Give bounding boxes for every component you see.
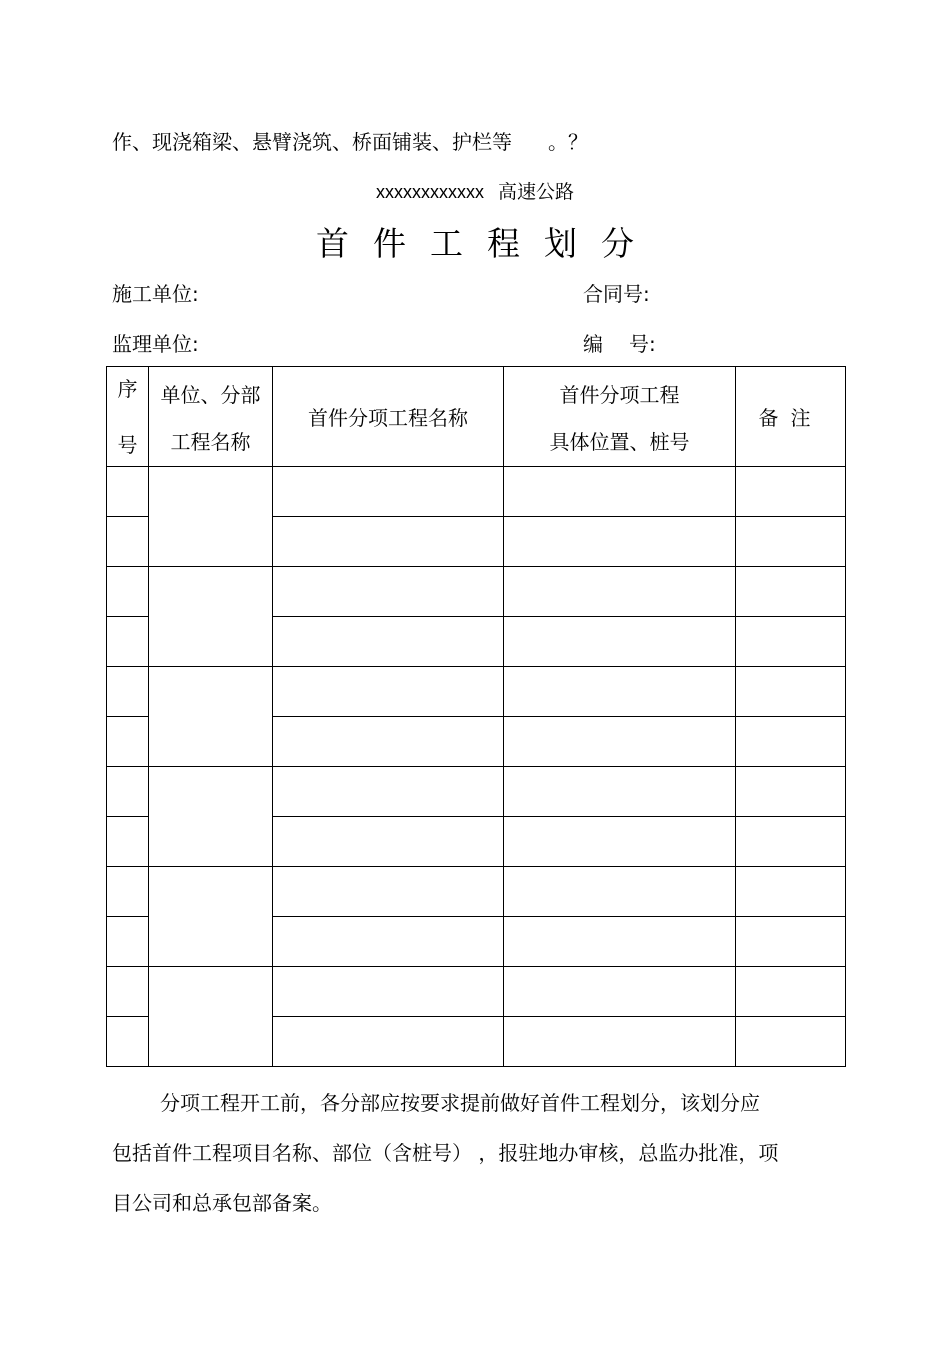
cell-location (504, 1017, 736, 1067)
cell-remark (736, 567, 846, 617)
cell-location (504, 767, 736, 817)
table-header-row (107, 367, 846, 467)
header-seq-line2: 号 (117, 432, 138, 457)
table-row (107, 667, 846, 717)
cell-seq (107, 967, 149, 1017)
cell-unit (149, 967, 273, 1067)
header-seq (107, 367, 149, 467)
cell-location (504, 867, 736, 917)
cell-location (504, 717, 736, 767)
header-location-line1: 首件分项工程 (559, 382, 680, 407)
cell-unit (149, 667, 273, 767)
cell-remark (736, 517, 846, 567)
cell-seq (107, 467, 149, 517)
number-label (583, 328, 656, 357)
cell-item-name (273, 617, 504, 667)
cell-seq (107, 517, 149, 567)
cell-item-name (273, 517, 504, 567)
cell-remark (736, 1017, 846, 1067)
note-line-3: 目公司和总承包部备案。 (112, 1191, 332, 1215)
header-unit (149, 367, 273, 467)
cell-seq (107, 617, 149, 667)
cell-seq (107, 867, 149, 917)
cell-item-name (273, 667, 504, 717)
highway-name (0, 177, 950, 204)
contract-no-label: 合同号: (583, 282, 650, 306)
table-row (107, 967, 846, 1017)
header-location-line2: 具体位置、桩号 (549, 429, 690, 454)
cell-remark (736, 767, 846, 817)
cell-item-name (273, 917, 504, 967)
cell-remark (736, 467, 846, 517)
cell-remark (736, 867, 846, 917)
cell-seq (107, 717, 149, 767)
cell-item-name (273, 867, 504, 917)
cell-item-name (273, 1017, 504, 1067)
note-line-1: 分项工程开工前，各分部应按要求提前做好首件工程划分，该划分应 (160, 1091, 760, 1115)
cell-seq (107, 1017, 149, 1067)
cell-remark (736, 667, 846, 717)
cell-location (504, 517, 736, 567)
header-unit-line2: 工程名称 (170, 429, 251, 454)
continuation-text: 作、现浇箱梁、悬臂浇筑、桥面铺装、护栏等 (112, 130, 512, 154)
cell-remark (736, 967, 846, 1017)
cell-item-name (273, 817, 504, 867)
cell-item-name (273, 567, 504, 617)
cell-seq (107, 567, 149, 617)
header-location (504, 367, 736, 467)
cell-seq (107, 667, 149, 717)
cell-item-name (273, 717, 504, 767)
cell-location (504, 467, 736, 517)
cell-item-name (273, 967, 504, 1017)
highway-code: xxxxxxxxxxxx (375, 182, 484, 202)
cell-location (504, 967, 736, 1017)
cell-location (504, 917, 736, 967)
supervision-unit-label: 监理单位: (112, 332, 199, 356)
table-body (107, 467, 846, 1067)
cell-unit (149, 467, 273, 567)
cell-remark (736, 917, 846, 967)
cell-remark (736, 717, 846, 767)
cell-unit (149, 867, 273, 967)
highway-label: 高速公路 (497, 181, 574, 203)
header-unit-line1: 单位、分部 (160, 382, 261, 407)
continuation-tail: 。？ (548, 130, 588, 154)
table-row (107, 467, 846, 517)
number-label-a: 编 (583, 332, 603, 356)
division-table (106, 366, 846, 1067)
table-row (107, 867, 846, 917)
note-line-2: 包括首件工程项目名称、部位（含桩号） ，报驻地办审核，总监办批准，项 (112, 1141, 779, 1165)
cell-seq (107, 817, 149, 867)
table-row (107, 767, 846, 817)
cell-item-name (273, 767, 504, 817)
cell-location (504, 567, 736, 617)
number-label-b: 号: (629, 332, 656, 356)
header-remark: 备注 (736, 367, 846, 467)
cell-unit (149, 767, 273, 867)
continuation-line (112, 126, 588, 155)
cell-unit (149, 567, 273, 667)
construction-unit-label: 施工单位: (112, 282, 199, 306)
cell-remark (736, 817, 846, 867)
cell-location (504, 617, 736, 667)
cell-remark (736, 617, 846, 667)
header-item-name: 首件分项工程名称 (273, 367, 504, 467)
header-seq-line1: 序 (117, 376, 138, 401)
cell-seq (107, 917, 149, 967)
cell-location (504, 817, 736, 867)
cell-seq (107, 767, 149, 817)
table-row (107, 567, 846, 617)
cell-location (504, 667, 736, 717)
cell-item-name (273, 467, 504, 517)
document-title: 首件工程划分 (316, 224, 658, 263)
